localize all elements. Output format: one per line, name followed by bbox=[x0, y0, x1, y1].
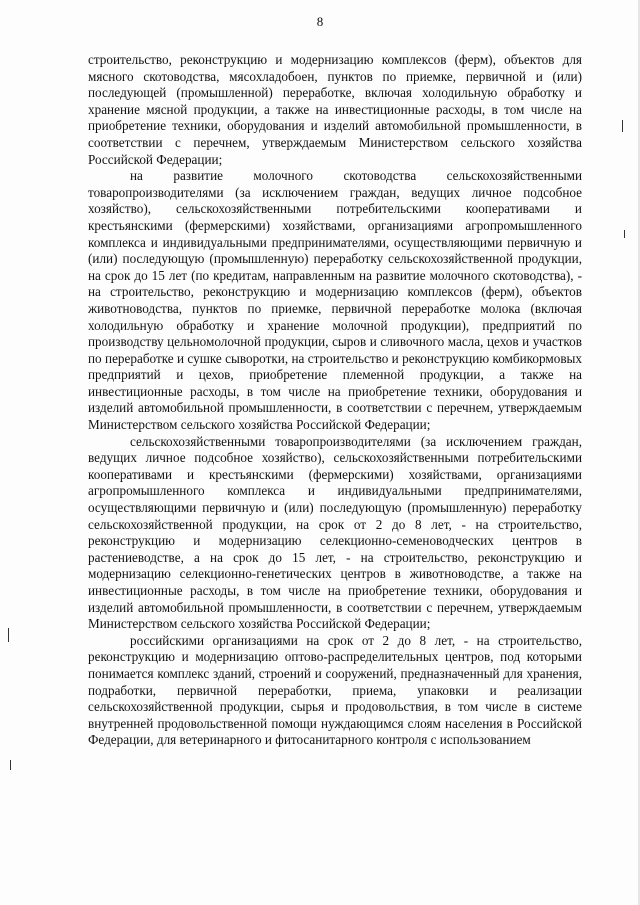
document-body bbox=[88, 52, 582, 749]
scan-mark-right-1 bbox=[622, 120, 623, 132]
paragraph-2: на развитие молочного скотоводства сельскохозяйственными товаропроизводителями (за исключением граждан, ведущих личное подсобное хозяйство), сельскохозяйственными потребительскими кооперативами и крестьянскими (фермерскими) хозяйствами, организациями агропромышленного комплекса и индивидуальными предпринимателями, осуществляющими первичную и (или) последующую (промышленную) переработку сельскохозяйственной продукции, на срок до 15 лет (по кредитам, направленным на развитие молочного скотоводства), - на строительство, реконструкцию и модернизацию комплексов (ферм), объектов животноводства, пунктов по приемке, первичной переработке молока (включая холодильную обработку и хранение молочной продукции), предприятий по производству цельномолочной продукции, сыров и сливочного масла, цехов и участков по переработке и сушке сыворотки, на строительство и реконструкцию комбикормовых предприятий и цехов, приобретение племенной продукции, а также на инвестиционные расходы, в том числе на приобретение техники, оборудования и изделий автомобильной промышленности, в соответствии с перечнем, утверждаемым Министерством сельского хозяйства Российской Федерации; bbox=[88, 168, 582, 433]
paragraph-1: строительство, реконструкцию и модернизацию комплексов (ферм), объектов для мясного скотоводства, мясохладобоен, пунктов по приемке, первичной и (или) последующей (промышленной) переработке, включая холодильную обработку и хранение мясной продукции, а также на инвестиционные расходы, в том числе на приобретение техники, оборудования и изделий автомобильной промышленности, в соответствии с перечнем, утверждаемым Министерством сельского хозяйства Российской Федерации; bbox=[88, 52, 582, 167]
scan-mark-right-2 bbox=[624, 230, 625, 238]
page-number: 8 bbox=[316, 14, 324, 29]
scan-mark-left-2 bbox=[10, 760, 11, 770]
scan-mark-left-1 bbox=[8, 628, 9, 642]
paragraph-4: российскими организациями на срок от 2 до 8 лет, - на строительство, реконструкцию и модернизацию оптово-распределительных центров, под которыми понимается комплекс зданий, строений и сооружений, предназначенный для хранения, подработки, первичной переработки, приема, упаковки и реализации сельскохозяйственной продукции, сырья и продовольствия, в том числе в системе внутренней продовольственной помощи нуждающимся слоям населения в Российской Федерации, для ветеринарного и фитосанитарного контроля с использованием bbox=[88, 632, 582, 748]
paragraph-3: сельскохозяйственными товаропроизводителями (за исключением граждан, ведущих личное подсобное хозяйство), сельскохозяйственными потребительскими кооперативами и крестьянскими (фермерскими) хозяйствами, организациями агропромышленного комплекса и индивидуальными предпринимателями, осуществляющими первичную и (или) последующую (промышленную) переработку сельскохозяйственной продукции, на срок от 2 до 8 лет, - на строительство, реконструкцию и модернизацию селекционно-семеноводческих центров в растениеводстве, а на срок до 15 лет, - на строительство, реконструкцию и модернизацию селекционно-генетических центров в животноводстве, а также на инвестиционные расходы, в том числе на приобретение техники, оборудования и изделий автомобильной промышленности, в соответствии с перечнем, утверждаемым Министерством сельского хозяйства Российской Федерации; bbox=[88, 433, 582, 632]
